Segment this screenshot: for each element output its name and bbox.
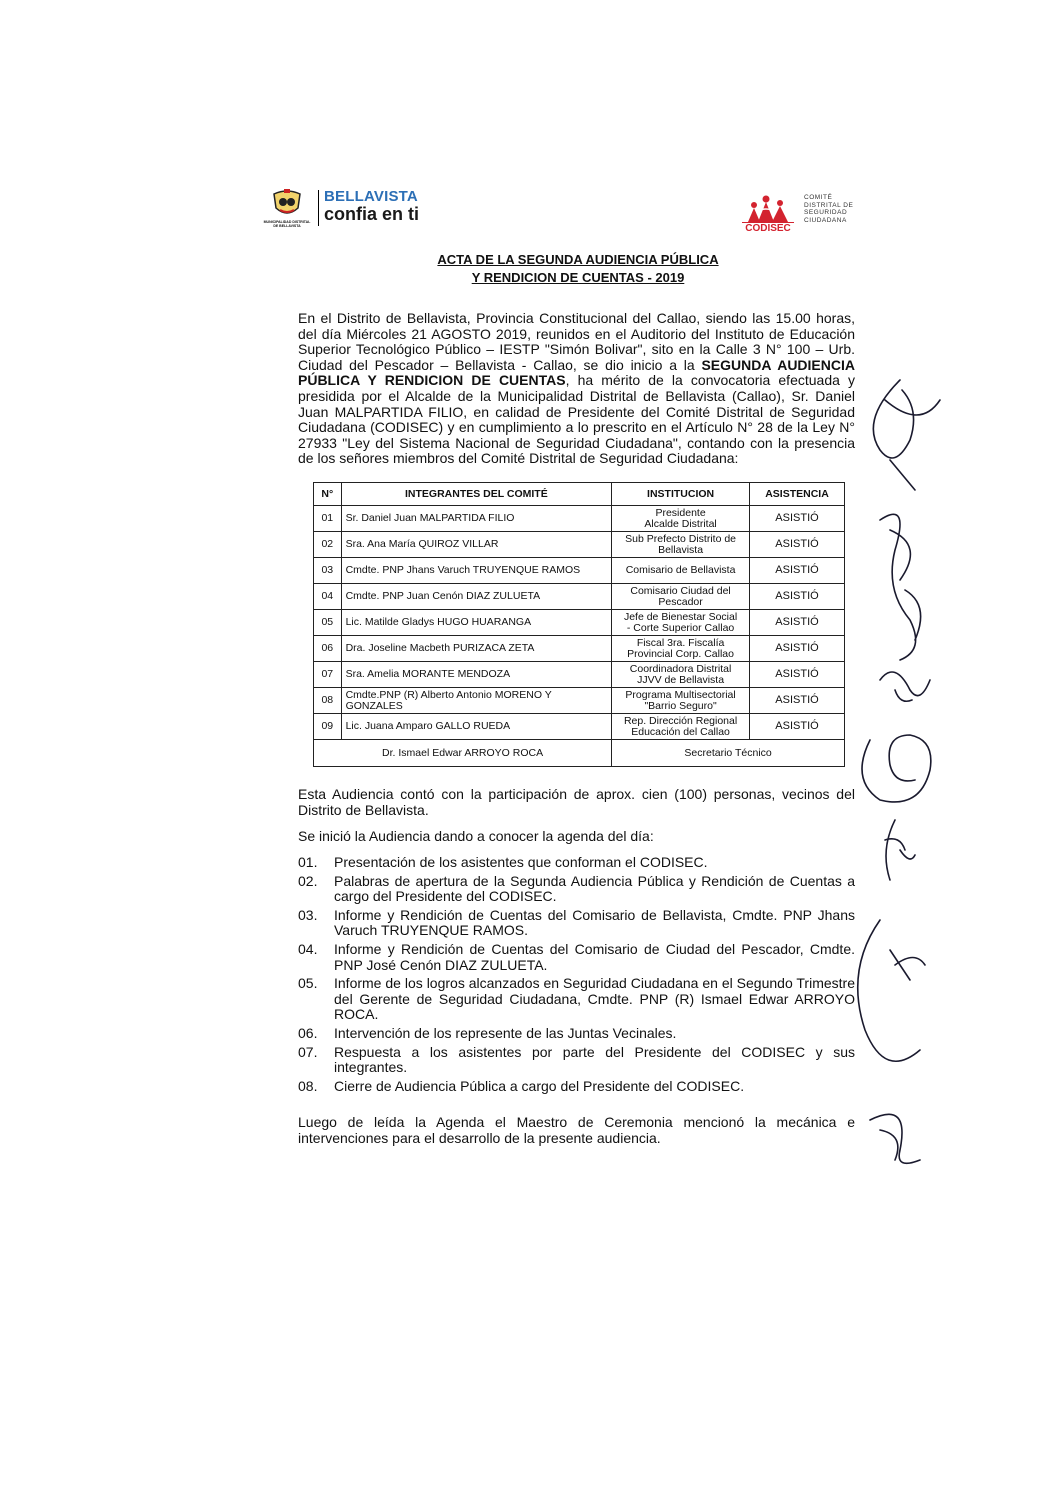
table-row [314,714,845,740]
codisec-logo [742,194,872,238]
agenda-item-number: 06. [298,1024,318,1041]
agenda-item-text: Informe y Rendición de Cuentas del Comisario de Bellavista, Cmdte. PNP Jhans Varuch TRUYENQUE RAMOS. [334,906,855,939]
header-number: N° [314,483,342,506]
member-name: Sra. Amelia MORANTE MENDOZA [341,662,612,688]
agenda-item-text: Palabras de apertura de la Segunda Audiencia Pública y Rendición de Cuentas a cargo del Presidente del CODISEC. [334,872,855,905]
intro-text-b: , ha mérito de la convocatoria efectuada y presidida por el Alcalde de la Municipalidad Distrital de Bellavista (Callao), Sr. Daniel Juan MALPARTIDA FILIO, en calidad de Presidente del Comité Distrital de Seguridad Ciudadana (CODISEC) y en cumplimiento a lo prescrito en el Artículo N° 28 de la Ley N° 27933 "Ley del Sistema Nacional de Seguridad Ciudadana", contando con la presencia de los señores miembros del Comité Distrital de Seguridad Ciudadana: [298,372,855,467]
committee-table [313,482,845,767]
row-number: 03 [314,558,342,584]
agenda-item [298,1026,855,1042]
table-row [314,532,845,558]
row-number: 05 [314,610,342,636]
intro-text-a: En el Distrito de Bellavista, Provincia Constitucional del Callao, siendo las 15.00 horas, del día Miércoles 21 AGOSTO 2019, reunidos en el Auditorio del Instituto de Educación Superior Tecnológico Público – IESTP "Simón Bolivar", sito en la Calle 3 N° 100 – Urb. Ciudad del Pescador – Bellavista - Callao, se dio inicio a la [298,310,855,373]
member-name: Cmdte. PNP Jhans Varuch TRUYENQUE RAMOS [341,558,612,584]
agenda-item [298,908,855,939]
agenda-item [298,976,855,1023]
agenda-item-text: Cierre de Audiencia Pública a cargo del Presidente del CODISEC. [334,1077,745,1094]
secretary-name: Dr. Ismael Edwar ARROYO ROCA [314,740,612,767]
row-number: 02 [314,532,342,558]
agenda-item-number: 07. [298,1043,318,1060]
codisec-acronym: CODISEC [742,222,794,234]
title-line-1: ACTA DE LA SEGUNDA AUDIENCIA PÚBLICA [437,252,719,267]
member-institution: Rep. Dirección Regional Educación del Callao [612,714,750,740]
attendance-status: ASISTIÓ [750,610,845,636]
agenda-item-number: 02. [298,872,318,889]
member-institution: Programa Multisectorial "Barrio Seguro" [612,688,750,714]
attendance-status: ASISTIÓ [750,506,845,532]
brand-tagline: confia en ti [324,204,420,224]
agenda-item-number: 01. [298,854,318,870]
agenda-item-number: 05. [298,975,318,992]
agenda-item-text: Informe y Rendición de Cuentas del Comisario de Ciudad del Pescador, Cmdte. PNP José Cenón DIAZ ZULUETA. [334,940,855,973]
agenda-item-text: Intervención de los represente de las Juntas Vecinales. [334,1024,677,1041]
codisec-name-line: CIUDADANA [804,216,847,224]
agenda-item-text: Informe de los logros alcanzados en Seguridad Ciudadana en el Segundo Trimestre del Gerente de Seguridad Ciudadana, Cmdte. PNP (R) Ismael Edwar ARROYO ROCA. [334,975,855,1023]
table-row [314,688,845,714]
row-number: 01 [314,506,342,532]
agenda-list [298,855,855,1097]
row-number: 08 [314,688,342,714]
logo-divider [318,190,319,226]
row-number: 07 [314,662,342,688]
member-name: Lic. Matilde Gladys HUGO HUARANGA [341,610,612,636]
table-row [314,584,845,610]
member-name: Dra. Joseline Macbeth PURIZACA ZETA [341,636,612,662]
agenda-item-text: Respuesta a los asistentes por parte del Presidente del CODISEC y sus integrantes. [334,1043,855,1076]
member-institution: Comisario de Bellavista [612,558,750,584]
codisec-name-line: COMITÉ [804,194,833,201]
member-institution: Sub Prefecto Distrito de Bellavista [612,532,750,558]
attendance-status: ASISTIÓ [750,662,845,688]
attendance-status: ASISTIÓ [750,636,845,662]
attendance-status: ASISTIÓ [750,714,845,740]
member-name: Lic. Juana Amparo GALLO RUEDA [341,714,612,740]
secretary-row [314,740,845,767]
row-number: 04 [314,584,342,610]
agenda-item [298,855,855,871]
title-line-2: Y RENDICION DE CUENTAS - 2019 [471,270,685,285]
member-institution: Fiscal 3ra. Fiscalía Provincial Corp. Callao [612,636,750,662]
intro-bold: SEGUNDA AUDIENCIA PÚBLICA Y RENDICION DE CUENTAS [298,356,855,389]
member-name: Cmdte. PNP Juan Cenón DIAZ ZULUETA [341,584,612,610]
attendance-status: ASISTIÓ [750,532,845,558]
member-name: Sra. Ana María QUIROZ VILLAR [341,532,612,558]
row-number: 09 [314,714,342,740]
closing-paragraph: Luego de leída la Agenda el Maestro de Ceremonia mencionó la mecánica e intervenciones para el desarrollo de la presente audiencia. [298,1114,855,1146]
municipal-shield-icon [270,188,304,218]
table-row [314,610,845,636]
member-institution: Presidente Alcalde Distrital [612,506,750,532]
intro-paragraph [298,311,855,467]
agenda-item [298,1079,855,1095]
member-institution: Comisario Ciudad del Pescador [612,584,750,610]
brand-bellavista: BELLAVISTA [324,188,418,205]
codisec-people-icon [742,194,794,224]
table-body [314,506,845,767]
agenda-item-number: 08. [298,1077,318,1094]
agenda-item-number: 04. [298,940,318,957]
participation-paragraph: Esta Audiencia contó con la participación de aprox. cien (100) personas, vecinos del Distrito de Bellavista. [298,786,855,818]
table-row [314,662,845,688]
agenda-item [298,942,855,973]
margin-signatures [840,360,950,1180]
table-header-row [314,483,845,506]
bellavista-logo [262,186,432,232]
agenda-item-text: Presentación de los asistentes que conforman el CODISEC. [334,854,708,870]
table-row [314,558,845,584]
attendance-status: ASISTIÓ [750,688,845,714]
agenda-item [298,874,855,905]
codisec-name-line: DISTRITAL DE [804,201,854,209]
member-institution: Coordinadora Distrital JJVV de Bellavista [612,662,750,688]
member-institution: Jefe de Bienestar Social - Corte Superior Callao [612,610,750,636]
codisec-name-line: SEGURIDAD [804,209,848,216]
row-number: 06 [314,636,342,662]
attendance-status: ASISTIÓ [750,558,845,584]
member-name: Sr. Daniel Juan MALPARTIDA FILIO [341,506,612,532]
member-name: Cmdte.PNP (R) Alberto Antonio MORENO Y GONZALES [341,688,612,714]
attendance-status: ASISTIÓ [750,584,845,610]
table-row [314,506,845,532]
header-institution: INSTITUCION [612,483,750,506]
table-row [314,636,845,662]
document-title [300,251,856,287]
header-members: INTEGRANTES DEL COMITÉ [341,483,612,506]
agenda-item [298,1045,855,1076]
municipality-caption: MUNICIPALIDAD DISTRITAL DE BELLAVISTA [263,220,311,228]
header-attendance: ASISTENCIA [750,483,845,506]
codisec-full-name [804,194,874,224]
secretary-role: Secretario Técnico [612,740,845,767]
agenda-intro: Se inició la Audiencia dando a conocer la agenda del día: [298,828,654,844]
agenda-item-number: 03. [298,906,318,923]
